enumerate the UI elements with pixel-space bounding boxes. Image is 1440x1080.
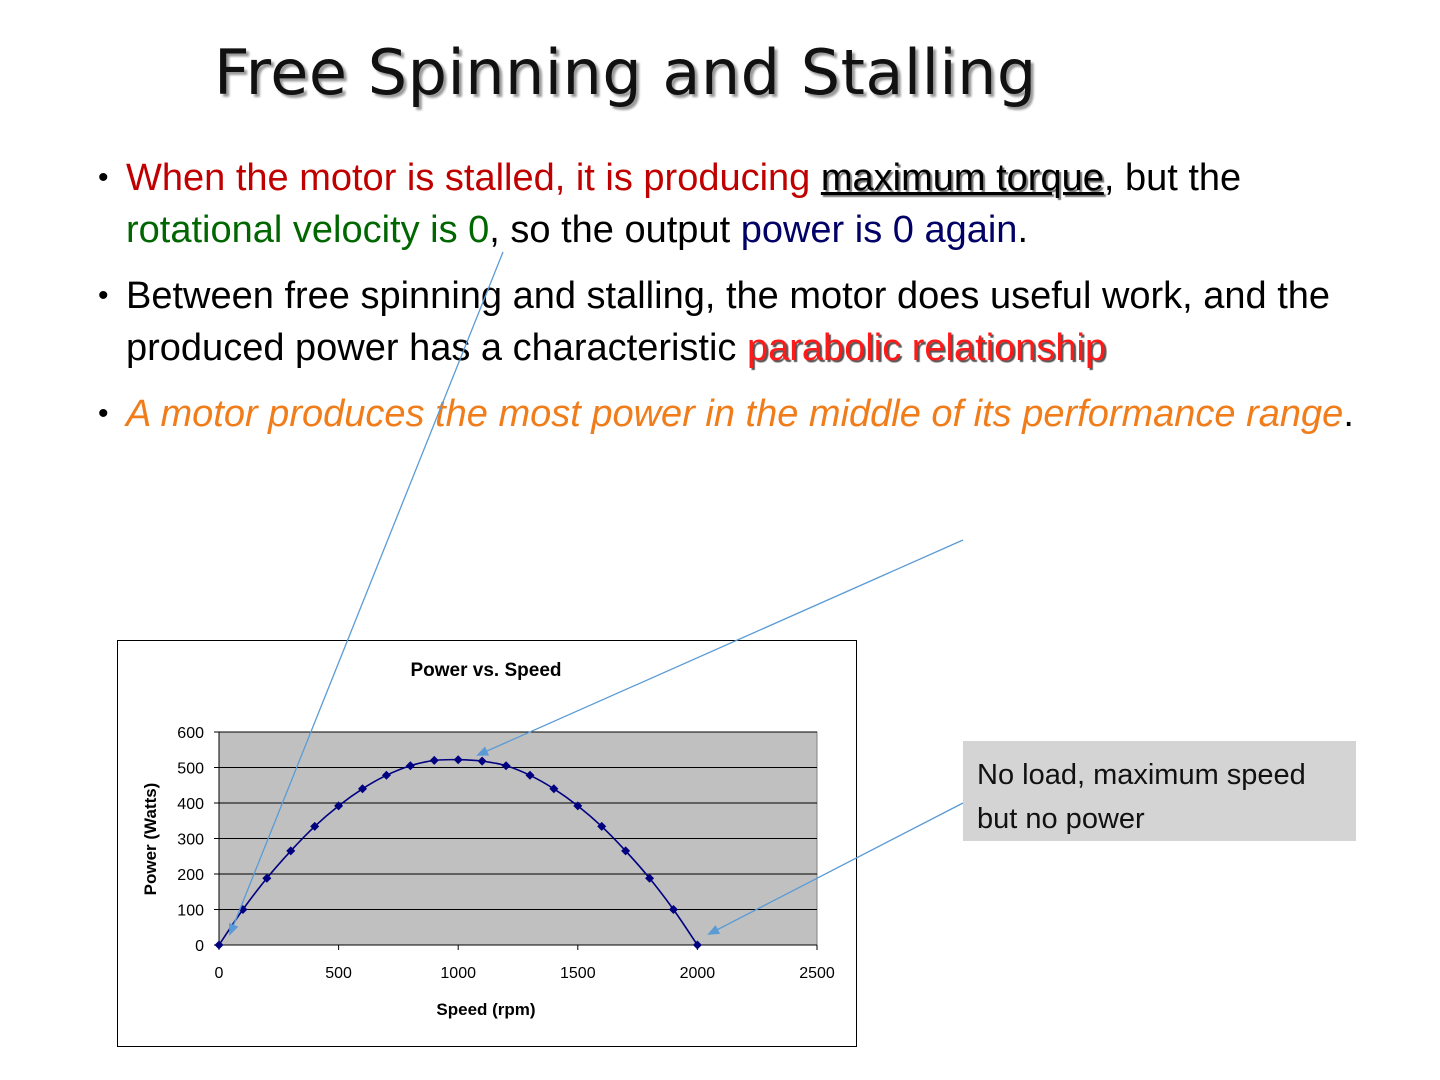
bullet-dot-icon: • bbox=[98, 397, 109, 430]
y-tick-label: 400 bbox=[177, 796, 204, 813]
y-tick-label: 0 bbox=[195, 938, 204, 955]
x-tick-label: 500 bbox=[325, 965, 352, 982]
x-tick-label: 0 bbox=[214, 965, 224, 982]
y-tick-label: 500 bbox=[177, 760, 204, 778]
no-load-callout: No load, maximum speed but no power bbox=[963, 741, 1356, 841]
bullet-segment: Between free spinning and stalling, the motor does useful work, and the produced power has a characteristic bbox=[126, 275, 1331, 369]
y-tick-label: 100 bbox=[177, 902, 204, 920]
y-axis-label: Power (Watts) bbox=[141, 782, 160, 896]
bullet-segment: maximum torque bbox=[820, 157, 1104, 199]
chart-title: Power vs. Speed bbox=[410, 660, 562, 681]
bullet-segment: . bbox=[1343, 393, 1354, 435]
bullet-segment: , but the bbox=[1103, 157, 1242, 199]
y-tick-label: 200 bbox=[177, 867, 204, 884]
x-tick-label: 1500 bbox=[560, 965, 596, 982]
x-tick-label: 2500 bbox=[799, 965, 835, 982]
bullet-segment: rotational velocity is 0 bbox=[126, 209, 490, 251]
bullet-segment: . bbox=[1017, 209, 1028, 251]
bullet-segment: When the motor is stalled, it is producing bbox=[126, 157, 821, 199]
bullet-segment: parabolic relationship bbox=[747, 327, 1107, 369]
bullet-segment: power is 0 again bbox=[740, 209, 1018, 251]
y-tick-label: 300 bbox=[177, 831, 204, 849]
bullet-dot-icon: • bbox=[98, 279, 109, 312]
x-axis-label: Speed (rpm) bbox=[436, 1000, 536, 1019]
bullet-segment: A motor produces the most power in the middle of its performance range bbox=[126, 393, 1344, 435]
bullet-dot-icon: • bbox=[98, 161, 109, 194]
y-tick-label: 600 bbox=[177, 725, 204, 742]
bullet-segment: , so the output bbox=[489, 209, 741, 251]
x-tick-label: 1000 bbox=[440, 965, 476, 982]
peak-power-arrow bbox=[478, 540, 963, 755]
slide-title: Free Spinning and Stalling bbox=[214, 36, 1037, 109]
stall-arrow bbox=[230, 252, 503, 934]
x-tick-label: 2000 bbox=[679, 965, 716, 982]
no-load-arrow bbox=[709, 803, 963, 934]
